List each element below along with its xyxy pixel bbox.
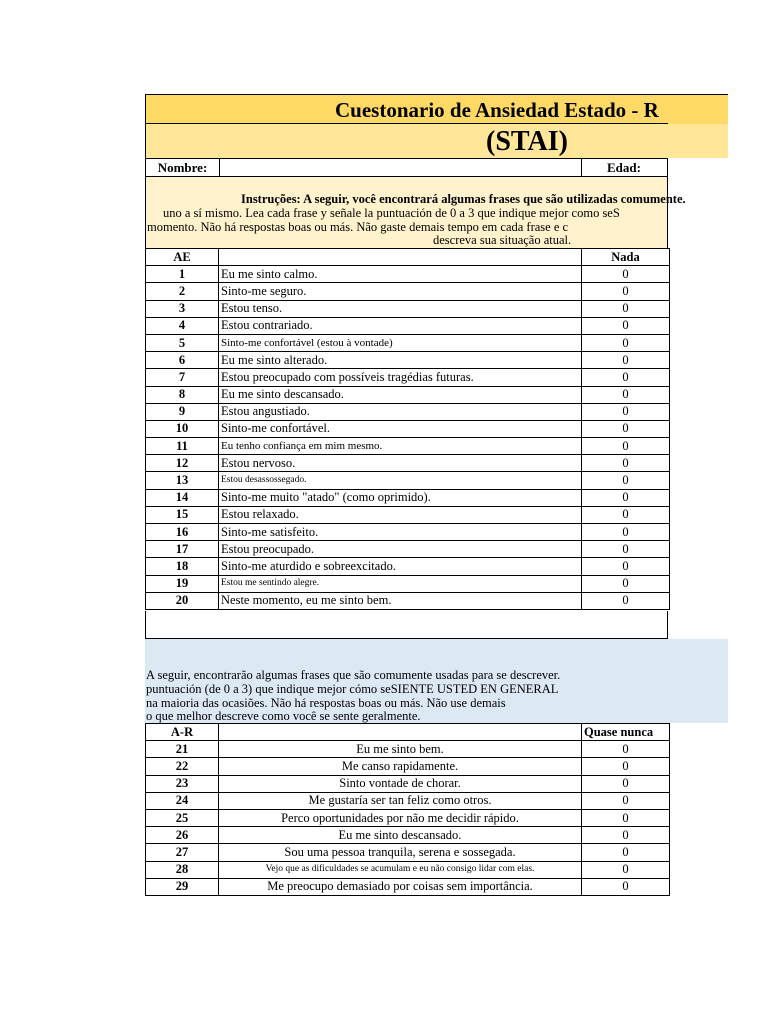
instructions-line-2: uno a sí mismo. Lea cada frase y señale la puntuación de 0 a 3 que indique mejor como seS [163,206,620,220]
item-text: Estou angustiado. [219,403,582,420]
item-text: Vejo que as dificuldades se acumulam e eu não consigo lidar com elas. [219,861,582,878]
item-text: Estou relaxado. [219,506,582,523]
table-row [146,472,670,489]
instructions-band [145,177,686,248]
table-row [146,741,670,758]
section2-line-3: na maioria das ocasiões. Não há respostas boas ou más. Não use demais [146,696,506,710]
item-score[interactable]: 0 [582,420,670,437]
item-score[interactable]: 0 [582,861,670,878]
item-number: 3 [146,300,219,317]
item-score[interactable]: 0 [582,266,670,283]
table-row [146,878,670,895]
item-number: 14 [146,489,219,506]
section-gap [145,611,668,639]
item-number: 27 [146,844,219,861]
item-number: 17 [146,541,219,558]
column-header-text [219,249,582,266]
table-row [146,455,670,472]
item-text: Sinto vontade de chorar. [219,775,582,792]
item-score[interactable]: 0 [582,592,670,609]
page-title: Cuestonario de Ansiedad Estado - R [335,98,659,122]
title-band [145,94,728,124]
table-header-row [146,724,670,741]
name-age-row [145,158,668,177]
item-score[interactable]: 0 [582,489,670,506]
item-text: Eu me sinto bem. [219,741,582,758]
item-number: 25 [146,809,219,826]
item-score[interactable]: 0 [582,369,670,386]
item-score[interactable]: 0 [582,844,670,861]
item-score[interactable]: 0 [582,558,670,575]
item-text: Me preocupo demasiado por coisas sem importância. [219,878,582,895]
item-text: Eu tenho confiança em mim mesmo. [219,438,582,455]
table-row [146,809,670,826]
item-text: Eu me sinto descansado. [219,827,582,844]
item-text: Estou tenso. [219,300,582,317]
item-number: 12 [146,455,219,472]
column-header-id: AE [146,249,219,266]
item-number: 11 [146,438,219,455]
item-score[interactable]: 0 [582,575,670,592]
table-header-row [146,249,670,266]
item-score[interactable]: 0 [582,524,670,541]
item-score[interactable]: 0 [582,809,670,826]
table-row [146,775,670,792]
item-text: Eu me sinto calmo. [219,266,582,283]
item-score[interactable]: 0 [582,758,670,775]
item-number: 22 [146,758,219,775]
table-row [146,438,670,455]
subtitle-band [145,124,728,158]
section2-line-4: o que melhor descreve como você se sente geralmente. [146,709,421,723]
item-score[interactable]: 0 [582,334,670,351]
item-text: Sinto-me muito "atado" (como oprimido). [219,489,582,506]
item-text: Estou desassossegado. [219,472,582,489]
item-score[interactable]: 0 [582,403,670,420]
item-number: 23 [146,775,219,792]
table-row [146,592,670,609]
item-number: 18 [146,558,219,575]
item-number: 10 [146,420,219,437]
item-text: Eu me sinto alterado. [219,352,582,369]
table-row [146,524,670,541]
table-row [146,575,670,592]
table-row [146,403,670,420]
table-row [146,266,670,283]
instructions-line-4: descreva sua situação atual. [433,233,572,247]
item-number: 28 [146,861,219,878]
table-row [146,506,670,523]
item-text: Me gustaría ser tan feliz como otros. [219,792,582,809]
item-number: 24 [146,792,219,809]
item-score[interactable]: 0 [582,541,670,558]
nombre-label: Nombre: [146,159,220,176]
item-text: Sinto-me confortável (estou à vontade) [219,334,582,351]
column-header-text [219,724,582,741]
item-number: 26 [146,827,219,844]
table-row [146,861,670,878]
table-row [146,352,670,369]
item-number: 16 [146,524,219,541]
item-score[interactable]: 0 [582,827,670,844]
item-number: 5 [146,334,219,351]
section2-line-1: A seguir, encontrarão algumas frases que são comumente usadas para se descrever. [146,668,561,682]
column-header-id: A-R [146,724,219,741]
item-text: Estou preocupado. [219,541,582,558]
item-number: 21 [146,741,219,758]
instructions-line-1: Instruções: A seguir, você encontrará algumas frases que são utilizadas comumente. [241,192,686,206]
item-score[interactable]: 0 [582,455,670,472]
table-row [146,844,670,861]
item-score[interactable]: 0 [582,300,670,317]
item-text: Neste momento, eu me sinto bem. [219,592,582,609]
table-row [146,369,670,386]
item-number: 1 [146,266,219,283]
table-row [146,558,670,575]
item-text: Sinto-me seguro. [219,283,582,300]
item-text: Sinto-me satisfeito. [219,524,582,541]
table-row [146,300,670,317]
item-number: 13 [146,472,219,489]
item-score[interactable]: 0 [582,775,670,792]
item-number: 2 [146,283,219,300]
table-row [146,792,670,809]
item-text: Estou contrariado. [219,317,582,334]
edad-label: Edad: [607,160,641,175]
item-text: Estou nervoso. [219,455,582,472]
item-text: Estou me sentindo alegre. [219,575,582,592]
column-header-value: Quase nunca [582,724,670,741]
item-number: 29 [146,878,219,895]
item-number: 19 [146,575,219,592]
table-row [146,420,670,437]
item-text: Sinto-me aturdido e sobreexcitado. [219,558,582,575]
table-row [146,283,670,300]
item-score[interactable]: 0 [582,878,670,895]
table-row [146,386,670,403]
item-score[interactable]: 0 [582,352,670,369]
table-row [146,489,670,506]
item-number: 4 [146,317,219,334]
table-row [146,758,670,775]
item-score[interactable]: 0 [582,472,670,489]
section2-instructions [145,639,728,723]
table-row [146,827,670,844]
item-number: 8 [146,386,219,403]
item-score[interactable]: 0 [582,317,670,334]
item-score[interactable]: 0 [582,741,670,758]
page-subtitle: (STAI) [486,126,568,157]
item-number: 9 [146,403,219,420]
nombre-field[interactable] [219,159,582,176]
item-score[interactable]: 0 [582,506,670,523]
table-row [146,334,670,351]
item-text: Sou uma pessoa tranquila, serena e sossegada. [219,844,582,861]
item-number: 7 [146,369,219,386]
item-text: Sinto-me confortável. [219,420,582,437]
item-score[interactable]: 0 [582,792,670,809]
item-text: Perco oportunidades por não me decidir rápido. [219,809,582,826]
item-text: Me canso rapidamente. [219,758,582,775]
item-number: 15 [146,506,219,523]
instructions-line-3: momento. Não há respostas boas ou más. Não gaste demais tempo em cada frase e c [147,220,569,234]
table-row [146,541,670,558]
item-score[interactable]: 0 [582,283,670,300]
item-score[interactable]: 0 [582,438,670,455]
state-anxiety-table [145,248,670,610]
item-score[interactable]: 0 [582,386,670,403]
item-number: 20 [146,592,219,609]
item-text: Eu me sinto descansado. [219,386,582,403]
column-header-value: Nada [582,249,670,266]
item-text: Estou preocupado com possíveis tragédias futuras. [219,369,582,386]
item-number: 6 [146,352,219,369]
table-row [146,317,670,334]
trait-anxiety-table [145,723,670,896]
section2-line-2: puntuación (de 0 a 3) que indique mejor cómo seSIENTE USTED EN GENERAL [146,682,559,696]
